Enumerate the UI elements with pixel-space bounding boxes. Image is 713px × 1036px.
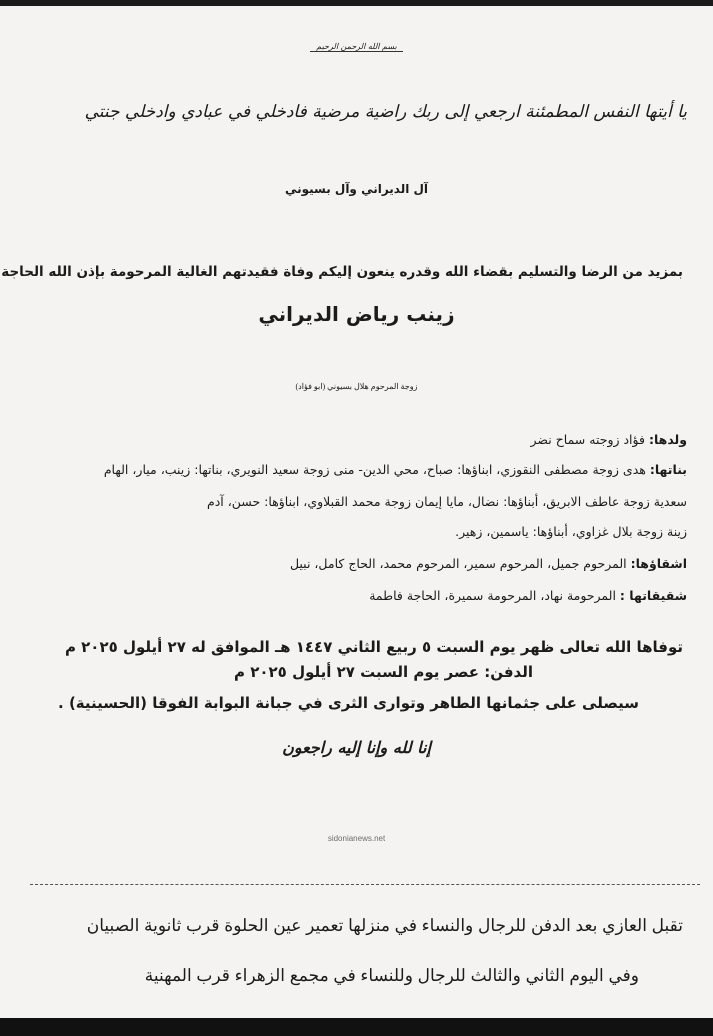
intro-line: بمزيد من الرضا والتسليم بقضاء الله وقدره ينعون إليكم وفاة فقيدتهم الغالية المرحومة بإذن الله الحاجة: [1, 264, 683, 280]
son-value: فؤاد زوجته سماح نضر: [530, 432, 645, 447]
daughters-line-1: [104, 462, 687, 477]
divider: [30, 884, 700, 885]
brothers-line: [290, 556, 687, 571]
brothers-value: المرحوم جميل، المرحوم سمير، المرحوم محمد، الحاج كامل، نبيل: [289, 556, 627, 571]
daughters-line-2: سعدية زوجة عاطف الابريق، أبناؤها: نضال، مايا إيمان زوجة محمد القبلاوي، ابناؤها: حسن، آدم: [207, 494, 687, 509]
basmala-text: بسم الله الرحمن الرحيم: [310, 42, 402, 52]
son-line: [531, 432, 688, 447]
basmala: [0, 42, 713, 51]
daughters-value-1: هدى زوجة مصطفى النقوزي، ابناؤها: صباح، محي الدين- منى زوجة سعيد النويري، بناتها: زينب، ميار، الهام: [103, 462, 646, 477]
watermark: sidonianews.net: [327, 834, 386, 843]
death-date-line: توفاها الله تعالى ظهر يوم السبت ٥ ربيع الثاني ١٤٤٧ هـ الموافق له ٢٧ أيلول ٢٠٢٥ م: [64, 638, 683, 656]
calligraphy-verse: إنا لله وإنا إليه راجعون: [282, 738, 431, 757]
obituary-page: [0, 6, 713, 1018]
funeral-prayer-line: سيصلى على جثمانها الطاهر وتوارى الثرى في جبانة البوابة الفوقا (الحسينية) .: [58, 694, 639, 712]
burial-line: الدفن: عصر يوم السبت ٢٧ أيلول ٢٠٢٥ م: [234, 663, 533, 681]
daughters-line-3: زينة زوجة بلال غزاوي، أبناؤها: ياسمين، زهير.: [455, 524, 687, 539]
deceased-name: زينب رياض الديراني: [258, 302, 455, 326]
condolence-line-1: تقبل العازي بعد الدفن للرجال والنساء في منزلها تعمير عين الحلوة قرب ثانوية الصبيان: [86, 916, 683, 935]
bottom-bar: [0, 1018, 713, 1036]
son-label: ولدها:: [648, 432, 687, 447]
sisters-value: المرحومة نهاد، المرحومة سميرة، الحاجة فاطمة: [369, 588, 616, 603]
brothers-label: اشقاؤها:: [630, 556, 687, 571]
families-title: آل الديراني وآل بسيوني: [284, 182, 429, 196]
quran-verse: يا أيتها النفس المطمئنة ارجعي إلى ربك راضية مرضية فادخلي في عبادي وادخلي جنتي: [84, 102, 687, 122]
wife-of-line: زوجة المرحوم هلال بسيوني (ابو فؤاد): [295, 382, 418, 391]
sisters-label: شقيقاتها :: [619, 588, 687, 603]
daughters-label: بناتها:: [649, 462, 687, 477]
condolence-line-2: وفي اليوم الثاني والثالث للرجال وللنساء في مجمع الزهراء قرب المهنية: [144, 966, 639, 985]
sisters-line: [369, 588, 687, 603]
